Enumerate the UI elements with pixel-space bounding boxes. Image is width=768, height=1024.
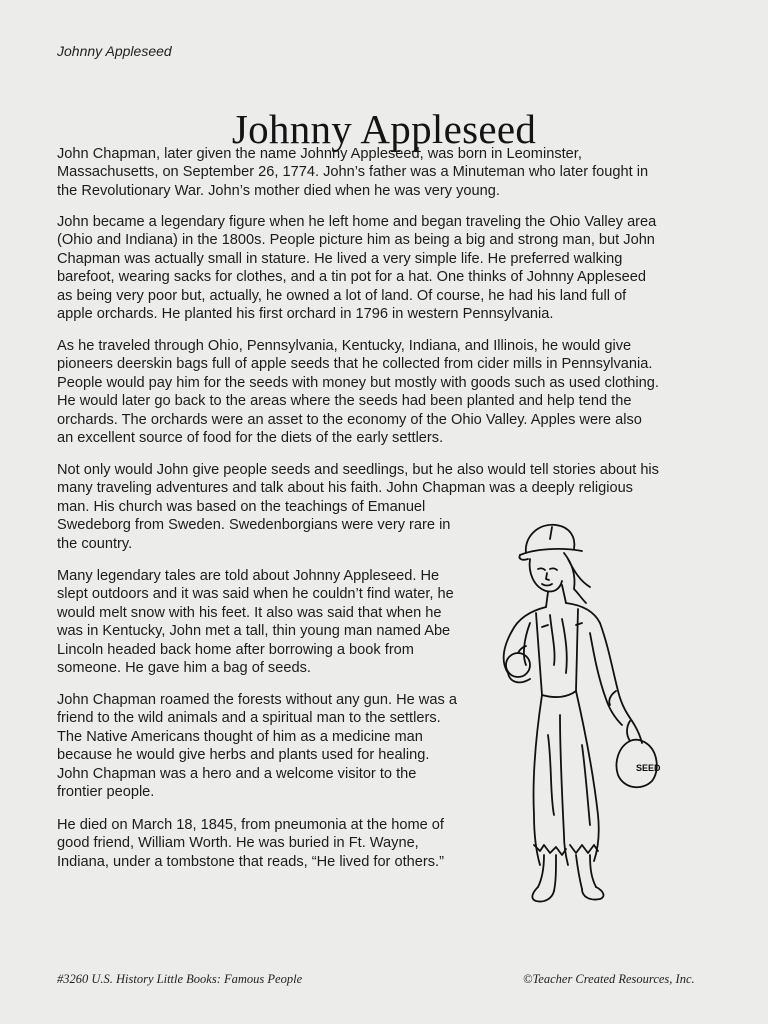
text-line: the Revolutionary War. John’s mother died when he was very young. — [57, 182, 500, 199]
text-line: He would later go back to the areas where the seeds had been planted and help tend the — [57, 393, 632, 410]
text-line: Not only would John give people seeds and seedlings, but he also would tell stories about his — [57, 462, 659, 478]
text-line: orchards. The orchards were an asset to the economy of the Ohio Valley. Apples were also — [57, 411, 642, 428]
text-line: because he would give herbs and plants used for healing. — [57, 747, 430, 764]
text-line: John Chapman roamed the forests without any gun. He was a — [57, 692, 457, 708]
text-line: Lincoln headed back home after borrowing a book from — [57, 641, 414, 658]
text-line: Indiana, under a tombstone that reads, “He lived for others.” — [57, 853, 444, 870]
text-line: John became a legendary figure when he left home and began traveling the Ohio Valley area — [57, 214, 657, 230]
text-line: Chapman was actually small in stature. He lived a very simple life. He preferred walking — [57, 250, 623, 267]
johnny-appleseed-illustration — [490, 515, 680, 910]
text-line: friend to the wild animals and a spiritual man to the settlers. — [57, 710, 441, 727]
text-line: apple orchards. He planted his first orchard in 1796 in western Pennsylvania. — [57, 306, 554, 323]
text-line: barefoot, wearing sacks for clothes, and a tin pot for a hat. One thinks of Johnny Appleseed — [57, 269, 646, 286]
footer-left: #3260 U.S. History Little Books: Famous People — [57, 972, 303, 986]
text-line: an excellent source of food for the diets of the early settlers. — [57, 430, 444, 447]
paragraph-forests — [57, 691, 482, 801]
text-line: Many legendary tales are told about Johnny Appleseed. He — [57, 568, 440, 584]
text-line: someone. He gave him a bag of seeds. — [57, 660, 311, 677]
text-line: The Native Americans thought of him as a medicine man — [57, 728, 423, 745]
footer-right: ©Teacher Created Resources, Inc. — [523, 972, 695, 986]
page-title: Johnny Appleseed — [231, 106, 537, 153]
text-line: as being very poor but, actually, he owned a lot of land. Of course, he had his land full of — [57, 287, 627, 304]
text-line: (Ohio and Indiana) in the 1800s. People picture him as being a big and strong man, but John — [57, 232, 655, 249]
text-line: would melt snow with his feet. It also was said that when he — [57, 604, 442, 621]
text-line: Massachusetts, on September 26, 1774. John’s father was a Minuteman who later fought in — [57, 164, 649, 181]
paragraph-death — [57, 816, 482, 871]
text-line: As he traveled through Ohio, Pennsylvania, Kentucky, Indiana, and Illinois, he would give — [57, 338, 632, 354]
text-line: good friend, William Worth. He was buried in Ft. Wayne, — [57, 835, 419, 852]
text-line: Swedeborg from Sweden. Swedenborgians were very rare in — [57, 517, 451, 534]
text-line: man. His church was based on the teachings of Emanuel — [57, 498, 426, 515]
text-line: John Chapman, later given the name Johnny Appleseed, was born in Leominster, — [57, 146, 582, 162]
text-line: He died on March 18, 1845, from pneumonia at the home of — [57, 817, 444, 833]
running-head: Johnny Appleseed — [57, 43, 172, 59]
text-line: slept outdoors and it was said when he couldn’t find water, he — [57, 586, 454, 603]
text-line: was in Kentucky, John met a tall, thin young man named Abe — [57, 623, 451, 640]
text-line: frontier people. — [57, 784, 155, 801]
paragraph-legend — [57, 213, 697, 323]
text-line: John Chapman was a hero and a welcome visitor to the — [57, 765, 417, 782]
paragraph-birth — [57, 145, 697, 200]
seed-bag-label: SEED — [636, 763, 661, 773]
text-line: pioneers deerskin bags full of apple seeds that he collected from cider mills in Pennsylvania. — [57, 356, 653, 373]
text-line: the country. — [57, 535, 133, 552]
text-line: People would pay him for the seeds with money but mostly with goods such as used clothing. — [57, 374, 659, 391]
paragraph-travels — [57, 337, 697, 447]
text-line: many traveling adventures and talk about his faith. John Chapman was a deeply religious — [57, 480, 633, 497]
paragraph-tales — [57, 567, 482, 677]
